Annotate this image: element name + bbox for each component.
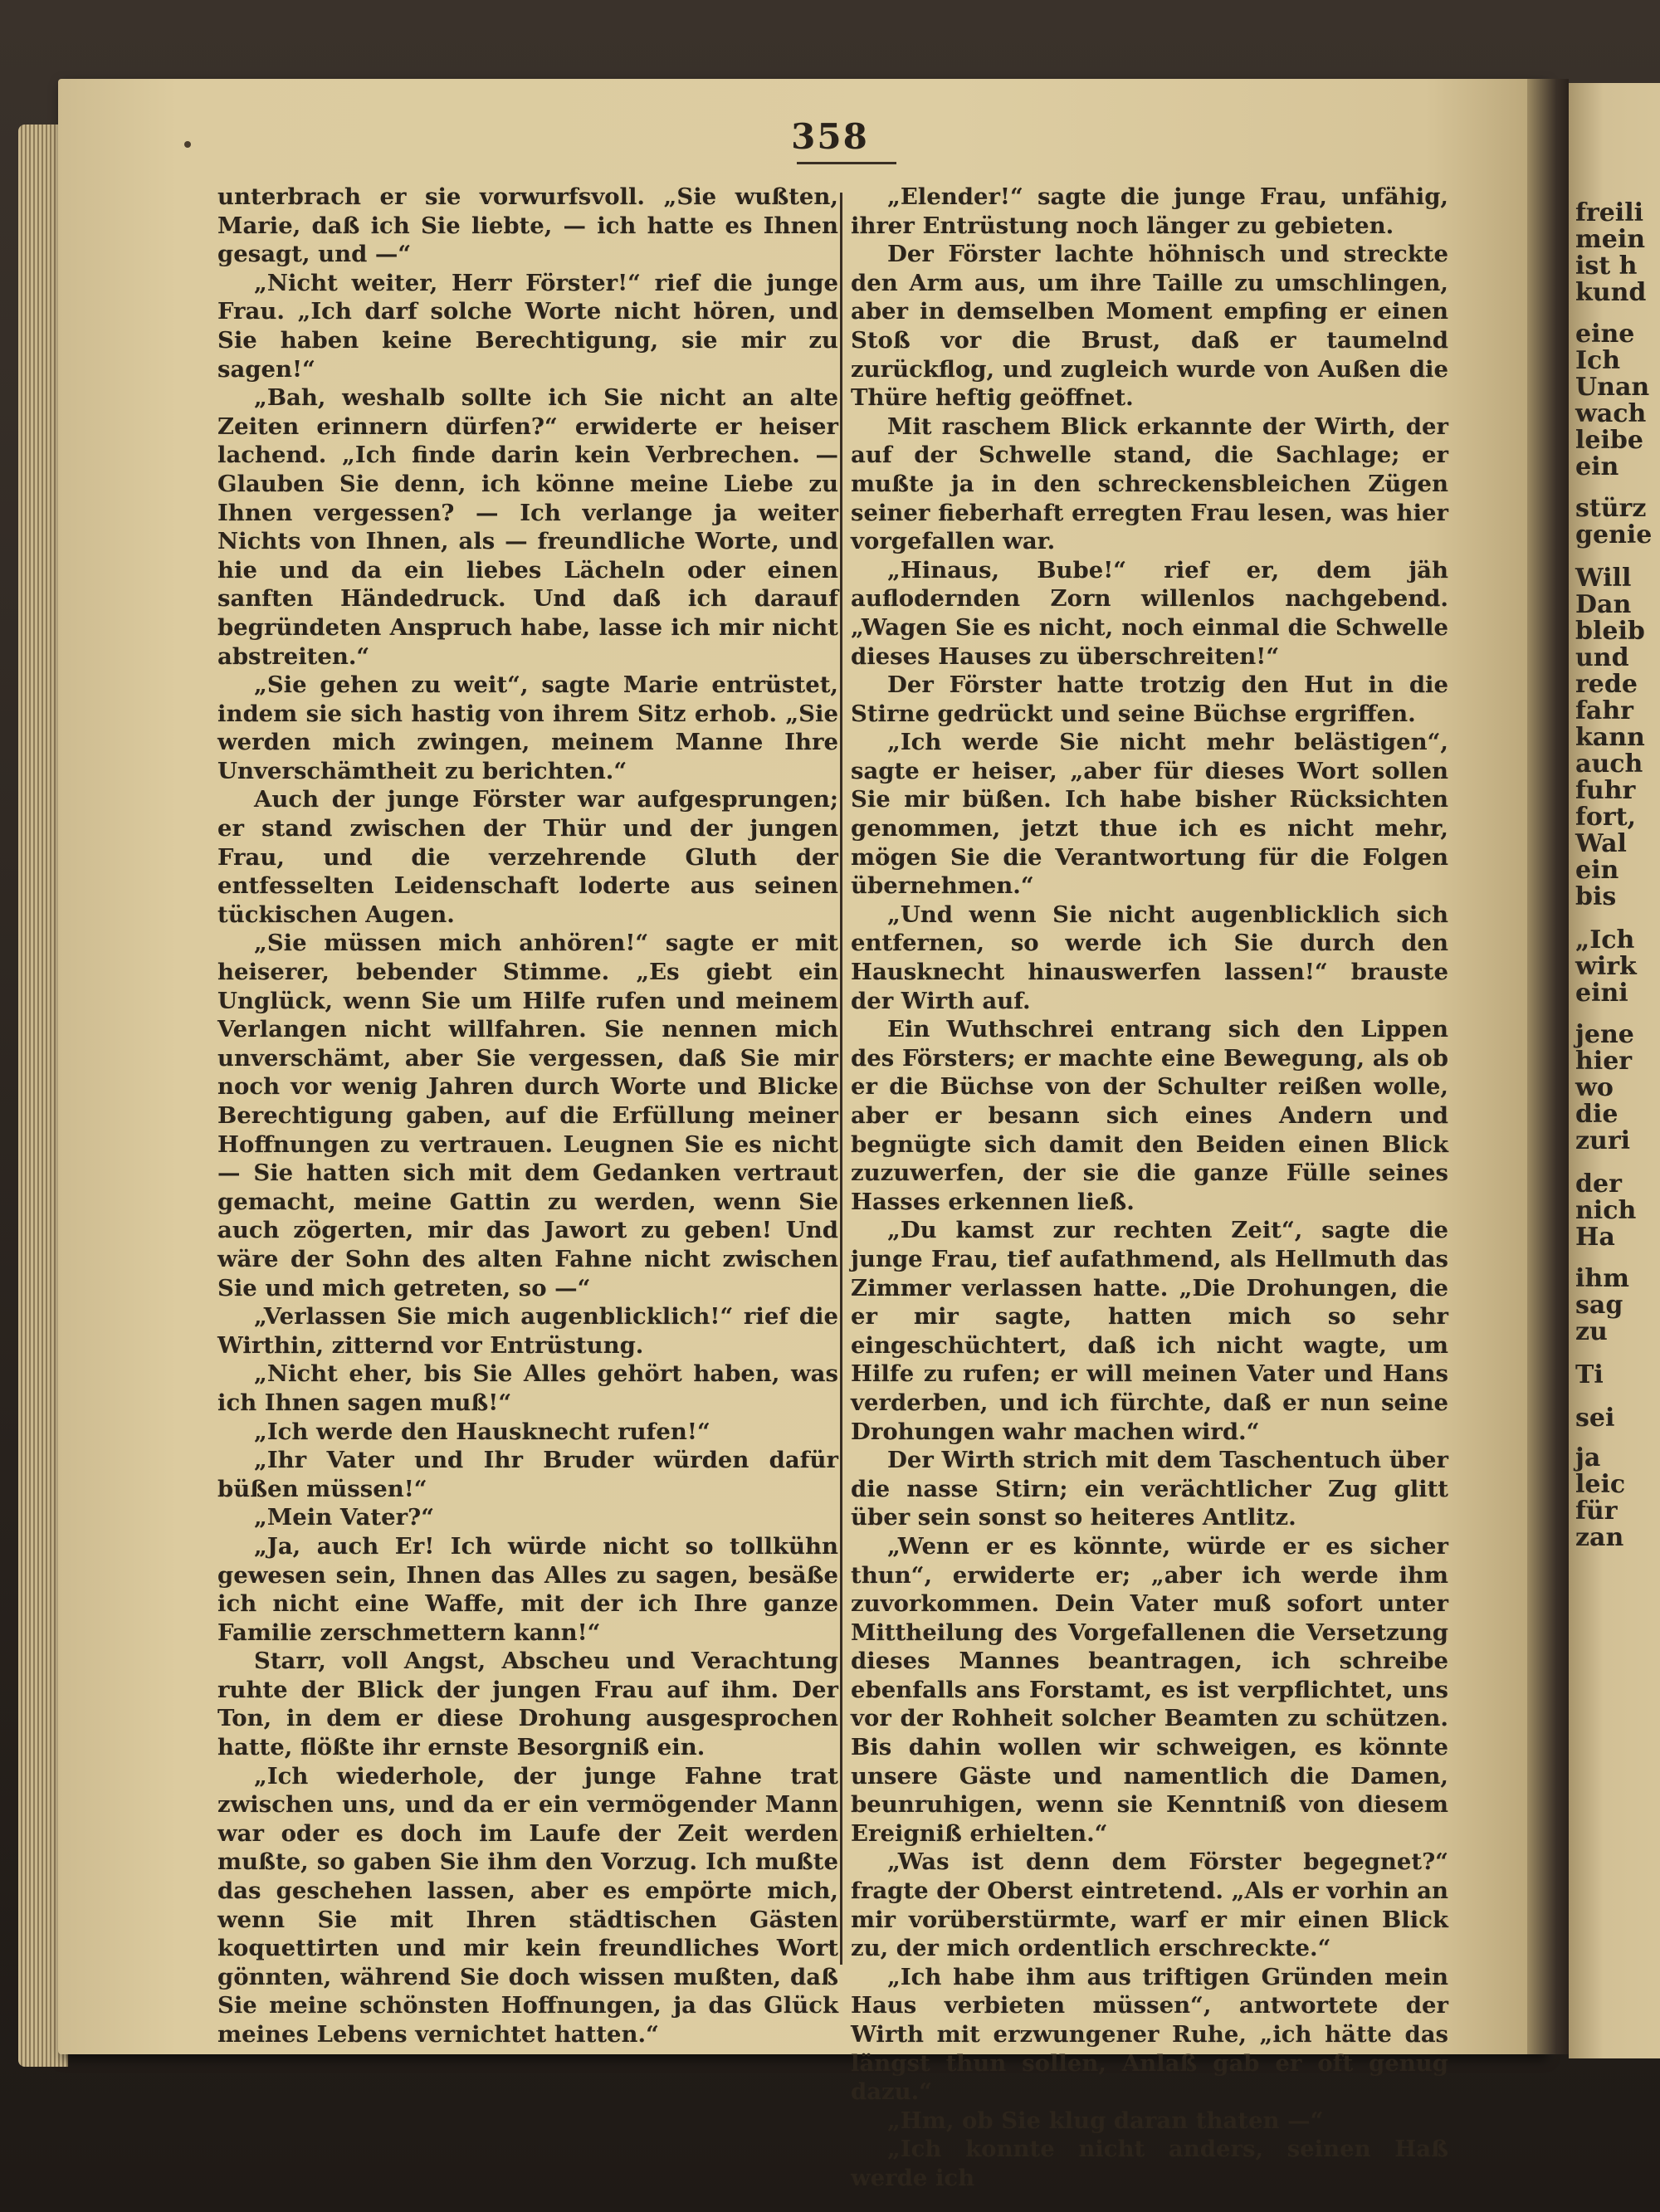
facing-page-word-fragment: Will — [1575, 564, 1632, 593]
paragraph: „Elender!“ sagte die junge Frau, unfähig, ihrer Entrüstung noch länger zu gebieten. — [851, 183, 1448, 239]
facing-page-word-fragment: zuri — [1575, 1126, 1631, 1155]
column-divider — [840, 193, 842, 1965]
facing-page-fragment — [1569, 83, 1660, 2058]
paragraph: „Ich werde den Hausknecht rufen!“ — [254, 1418, 710, 1445]
facing-page-word-fragment: bleib — [1575, 617, 1645, 646]
paragraph: „Ja, auch Er! Ich würde nicht so tollkühn gewesen sein, Ihnen das Alles zu sagen, besäße ich nicht eine Waffe, mit der ich Ihre ganze Familie zerschmettern kann!“ — [217, 1532, 838, 1646]
facing-page-word-fragment: die — [1575, 1100, 1618, 1129]
facing-page-word-fragment: ein — [1575, 452, 1619, 481]
paragraph: „Hinaus, Bube!“ rief er, dem jäh auflodernden Zorn willenlos nachgebend. „Wagen Sie es nicht, noch einmal die Schwelle dieses Hauses zu überschreiten!“ — [851, 556, 1448, 670]
facing-page-word-fragment: ja — [1575, 1443, 1601, 1472]
facing-page-word-fragment: eine — [1575, 320, 1635, 349]
paragraph: Der Förster lachte höhnisch und streckte den Arm aus, um ihre Taille zu umschlingen, aber in demselben Moment empfing er einen Stoß vor die Brust, daß er taumelnd zurückflog, und zugleich wurde von Außen die Thüre heftig geöffnet. — [851, 241, 1448, 412]
facing-page-word-fragment: Ha — [1575, 1223, 1615, 1252]
facing-page-word-fragment: wirk — [1575, 952, 1637, 981]
facing-page-word-fragment: kund — [1575, 278, 1647, 307]
facing-page-word-fragment: mein — [1575, 225, 1646, 254]
paragraph: „Sie gehen zu weit“, sagte Marie entrüstet, indem sie sich hastig von ihrem Sitz erhob. „Sie werden mich zwingen, meinem Manne Ihre Unverschämtheit zu berichten.“ — [217, 671, 838, 784]
paragraph: „Nicht eher, bis Sie Alles gehört haben, was ich Ihnen sagen muß!“ — [217, 1360, 838, 1416]
paragraph: „Hm, ob Sie klug daran thaten —“ — [887, 2107, 1324, 2134]
facing-page-word-fragment: leibe — [1575, 426, 1643, 455]
paragraph: „Nicht weiter, Herr Förster!“ rief die junge Frau. „Ich darf solche Worte nicht hören, und Sie haben keine Berechtigung, sie mir zu sagen!“ — [217, 269, 838, 383]
paragraph: „Ich konnte nicht anders, seinen Haß werde ich — [851, 2136, 1448, 2191]
paragraph: „Wenn er es könnte, würde er es sicher thun“, erwiderte er; „aber ich werde ihm zuvorkommen. Dein Vater muß sofort unter Mittheilung des Vorgefallenen die Versetzung dieses Mannes beantragen, ich schreibe ebenfalls ans Forstamt, es ist verpflichtet, uns vor der Rohheit solcher Beamten zu schützen. Bis dahin wollen wir schweigen, es könnte unsere Gäste und namentlich die Damen, beunruhigen, wenn sie Kenntniß von diesem Ereigniß erhielten.“ — [851, 1532, 1448, 1847]
facing-page-word-fragment: wach — [1575, 399, 1647, 428]
facing-page-word-fragment: zu — [1575, 1317, 1608, 1346]
facing-page-word-fragment: für — [1575, 1497, 1618, 1526]
right-text-column — [851, 183, 1448, 2193]
facing-page-word-fragment: Wal — [1575, 829, 1627, 858]
paragraph: Starr, voll Angst, Abscheu und Verachtung ruhte der Blick der jungen Frau auf ihm. Der Ton, in dem er diese Drohung ausgesprochen hatte, flößte ihr ernste Besorgniß ein. — [217, 1648, 838, 1761]
paragraph: „Ihr Vater und Ihr Bruder würden dafür büßen müssen!“ — [217, 1447, 838, 1502]
facing-page-word-fragment: zan — [1575, 1523, 1624, 1552]
book-gutter — [1527, 79, 1569, 2054]
paragraph: unterbrach er sie vorwurfsvoll. „Sie wußten, Marie, daß ich Sie liebte, — ich hatte es Ihnen gesagt, und —“ — [217, 183, 838, 268]
facing-page-word-fragment: Ich — [1575, 346, 1621, 375]
facing-page-word-fragment: Dan — [1575, 590, 1632, 619]
paragraph: „Du kamst zur rechten Zeit“, sagte die junge Frau, tief aufathmend, als Hellmuth das Zimmer verlassen hatte. „Die Drohungen, die er mir sagte, hatten mich so sehr eingeschüchtert, daß ich nicht wagte, um Hilfe zu rufen; er will meinen Vater und Hans verderben, und ich fürchte, daß er nun seine Drohungen wahr machen wird.“ — [851, 1217, 1448, 1445]
facing-page-word-fragment: der — [1575, 1169, 1622, 1199]
facing-page-word-fragment: jene — [1575, 1020, 1634, 1049]
facing-page-word-fragment: Ti — [1575, 1360, 1604, 1389]
facing-page-word-fragment: hier — [1575, 1047, 1633, 1076]
paragraph: „Ich wiederhole, der junge Fahne trat zwischen uns, und da er ein vermögender Mann war oder es doch im Laufe der Zeit werden mußte, so gaben Sie ihm den Vorzug. Ich mußte das geschehen lassen, aber es empörte mich, wenn Sie mit Ihren städtischen Gästen koquettirten und mir kein freundliches Wort gönnten, während Sie doch wissen mußten, daß Sie meine schönsten Hoffnungen, ja das Glück meines Lebens vernichtet hatten.“ — [217, 1762, 838, 2048]
facing-page-word-fragment: eini — [1575, 979, 1628, 1008]
paragraph: „Sie müssen mich anhören!“ sagte er mit heiserer, bebender Stimme. „Es giebt ein Unglück, wenn Sie um Hilfe rufen und meinem Verlangen nicht willfahren. Sie nennen mich unverschämt, aber Sie vergessen, daß Sie mir noch vor wenig Jahren durch Worte und Blicke Berechtigung gaben, auf die Erfüllung meiner Hoffnungen zu vertrauen. Leugnen Sie es nicht — Sie hatten sich mit dem Gedanken vertraut gemacht, meine Gattin zu werden, wenn Sie auch zögerten, mir das Jawort zu geben! Und wäre der Sohn des alten Fahne nicht zwischen Sie und mich getreten, so —“ — [217, 930, 838, 1301]
paragraph: „Ich werde Sie nicht mehr belästigen“, sagte er heiser, „aber für dieses Wort sollen Sie mir büßen. Ich habe bisher Rücksichten genommen, jetzt thue ich es nicht mehr, mögen Sie die Verantwortung für die Folgen übernehmen.“ — [851, 729, 1448, 900]
facing-page-word-fragment: sag — [1575, 1291, 1623, 1320]
facing-page-word-fragment: kann — [1575, 723, 1645, 752]
paragraph: „Mein Vater?“ — [254, 1504, 435, 1531]
facing-page-word-fragment: ist h — [1575, 251, 1638, 281]
paragraph: „Was ist denn dem Förster begegnet?“ fragte der Oberst eintretend. „Als er vorhin an mir vorüberstürmte, warf er mir einen Blick zu, der mich ordentlich erschreckte.“ — [851, 1848, 1448, 1962]
facing-page-word-fragment: auch — [1575, 750, 1643, 779]
facing-page-word-fragment: genie — [1575, 520, 1653, 549]
facing-page-word-fragment: fahr — [1575, 696, 1633, 725]
facing-page-word-fragment: leic — [1575, 1470, 1626, 1499]
facing-page-word-fragment: fuhr — [1575, 776, 1636, 805]
paragraph: „Ich habe ihm aus triftigen Gründen mein Haus verbieten müssen“, antwortete der Wirth mit erzwungener Ruhe, „ich hätte das längst thun sollen, Anlaß gab er oft genug dazu.“ — [851, 1963, 1448, 2106]
facing-page-word-fragment: sei — [1575, 1404, 1615, 1433]
paragraph: „Bah, weshalb sollte ich Sie nicht an alte Zeiten erinnern dürfen?“ erwiderte er heiser lachend. „Ich finde darin kein Verbrechen. — Glauben Sie denn, ich könne meine Liebe zu Ihnen vergessen? — Ich verlange ja weiter Nichts von Ihnen, als — freundliche Worte, und hie und da ein liebes Lächeln oder einen sanften Händedruck. Und daß ich darauf begründeten Anspruch habe, lasse ich mir nicht abstreiten.“ — [217, 384, 838, 670]
facing-page-word-fragment: wo — [1575, 1073, 1614, 1102]
facing-page-word-fragment: Unan — [1575, 373, 1650, 402]
paragraph: Der Wirth strich mit dem Taschentuch über die nasse Stirn; ein verächtlicher Zug glitt über sein sonst so heiteres Antlitz. — [851, 1447, 1448, 1531]
paragraph: Auch der junge Förster war aufgesprungen; er stand zwischen der Thür und der jungen Frau, und die verzehrende Gluth der entfesselten Leidenschaft loderte aus seinen tückischen Augen. — [217, 786, 838, 928]
facing-page-word-fragment: und — [1575, 643, 1629, 672]
facing-page-word-fragment: fort, — [1575, 803, 1637, 832]
facing-page-word-fragment: rede — [1575, 670, 1638, 699]
page-number-underline — [797, 162, 896, 164]
facing-page-word-fragment: „Ich — [1575, 925, 1635, 955]
facing-page-word-fragment: freili — [1575, 198, 1643, 227]
facing-page-word-fragment: bis — [1575, 882, 1617, 911]
paragraph: Ein Wuthschrei entrang sich den Lippen des Försters; er machte eine Bewegung, als ob er die Büchse von der Schulter reißen wolle, aber er besann sich eines Andern und begnügte sich damit den Beiden einen Blick zuzuwerfen, der sie die ganze Fülle seines Hasses erkennen ließ. — [851, 1016, 1448, 1215]
left-text-column — [217, 183, 838, 2049]
facing-page-word-fragment: nich — [1575, 1196, 1637, 1225]
paragraph: „Verlassen Sie mich augenblicklich!“ rief die Wirthin, zitternd vor Entrüstung. — [217, 1303, 838, 1359]
paragraph: „Und wenn Sie nicht augenblicklich sich entfernen, so werde ich Sie durch den Hausknecht hinauswerfen lassen!“ brauste der Wirth auf. — [851, 901, 1448, 1014]
facing-page-word-fragment: ihm — [1575, 1264, 1629, 1293]
page-number: 358 — [791, 116, 869, 157]
facing-page-word-fragment: stürz — [1575, 494, 1647, 523]
facing-page-word-fragment: ein — [1575, 856, 1619, 885]
paragraph: Der Förster hatte trotzig den Hut in die Stirne gedrückt und seine Büchse ergriffen. — [851, 671, 1448, 727]
paragraph: Mit raschem Blick erkannte der Wirth, der auf der Schwelle stand, die Sachlage; er mußte ja in den schreckensbleichen Zügen seiner fieberhaft erregten Frau lesen, was hier vorgefallen war. — [851, 413, 1448, 555]
